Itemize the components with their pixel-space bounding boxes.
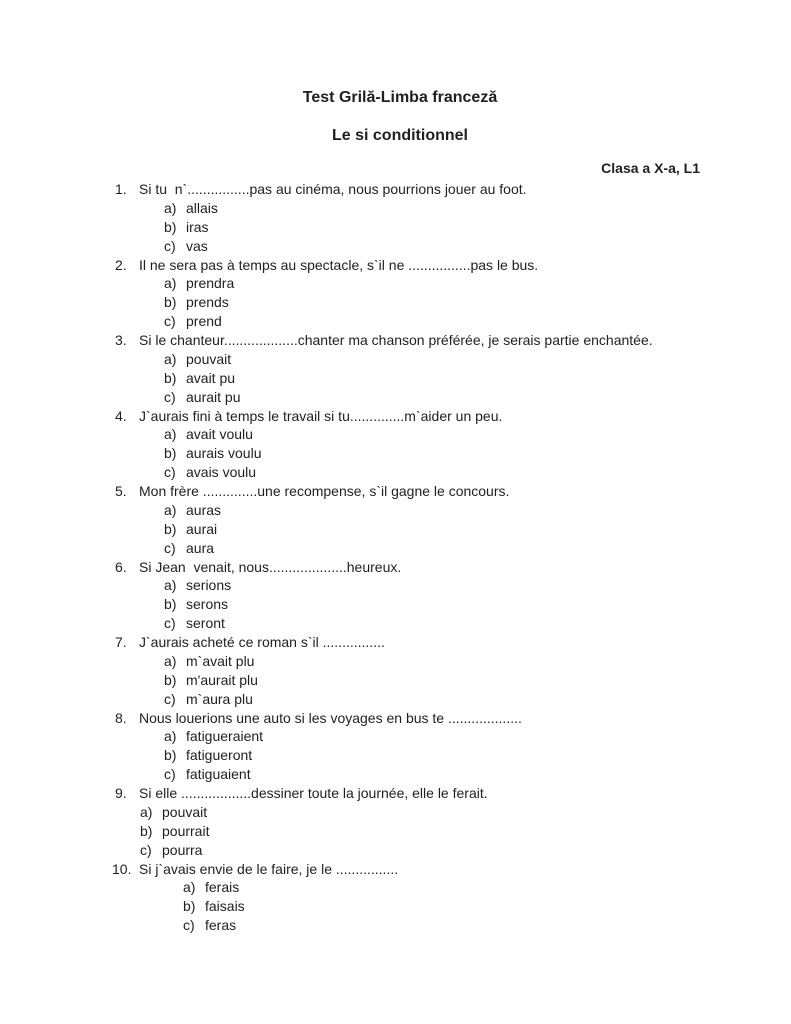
document-title: Test Grilă-Limba franceză [302, 89, 498, 106]
question-number: 1. [115, 181, 127, 197]
option-text: prendra [186, 275, 235, 292]
option-text: prend [186, 313, 222, 330]
option-label: a) [164, 199, 177, 216]
option-label: c) [164, 766, 176, 783]
question-text: Mon frère ..............une recompense, s`il gagne le concours. [139, 483, 510, 499]
question-number: 10. [112, 860, 132, 877]
option-text: iras [186, 218, 209, 235]
option-text: aurait pu [186, 388, 241, 405]
option-label: b) [164, 294, 177, 311]
option [164, 746, 700, 765]
question-text: Si j`avais envie de le faire, je le ................ [139, 860, 399, 877]
option-label: c) [164, 237, 176, 254]
option-text: aurais voulu [186, 445, 262, 462]
option-text: serons [186, 596, 229, 613]
question [115, 709, 700, 785]
option-text: auras [186, 501, 222, 518]
question-number: 9. [115, 785, 127, 801]
option [164, 690, 700, 709]
option-list [164, 350, 700, 407]
option-list [183, 878, 700, 935]
option-label: a) [164, 652, 177, 669]
question-text: Nous louerions une auto si les voyages en bus te ................... [139, 709, 522, 726]
option-label: b) [164, 445, 177, 462]
question-line [115, 709, 700, 728]
question-text: J`aurais fini à temps le travail si tu..............m`aider un peu. [139, 407, 503, 424]
question-number: 6. [115, 558, 127, 575]
option-text: avais voulu [186, 464, 257, 481]
option-label: c) [140, 841, 152, 858]
option-list [164, 727, 700, 784]
question-list [100, 180, 700, 935]
question [115, 784, 700, 860]
option [164, 520, 700, 539]
question-number: 8. [115, 709, 127, 726]
question-text: Si le chanteur...................chanter ma chanson préférée, je serais partie enchantée. [139, 332, 653, 348]
option-text: feras [205, 917, 237, 934]
question [115, 256, 700, 332]
option-text: ferais [205, 879, 240, 896]
question-line [115, 482, 700, 501]
option-list [164, 576, 700, 633]
option-list [164, 425, 700, 482]
option-text: aurai [186, 520, 218, 537]
option-text: vas [186, 237, 208, 254]
option-label: b) [183, 898, 196, 915]
option-label: c) [164, 615, 176, 632]
option [140, 841, 700, 860]
option-text: pouvait [162, 803, 208, 820]
option [164, 274, 700, 293]
class-label: Clasa a X-a, L1 [601, 160, 700, 176]
option-label: a) [164, 728, 177, 745]
option-label: b) [164, 520, 177, 537]
question-line [115, 784, 700, 803]
option-text: avait pu [186, 369, 236, 386]
option-text: fatigueront [186, 747, 253, 764]
option-text: aura [186, 539, 215, 556]
option-list [164, 274, 700, 331]
option-label: b) [164, 369, 177, 386]
option [140, 803, 700, 822]
option-label: a) [140, 803, 153, 820]
option [164, 652, 700, 671]
option [183, 897, 700, 916]
question-number: 7. [115, 634, 127, 650]
option-label: b) [164, 218, 177, 235]
option-text: pourra [162, 841, 203, 858]
question-number: 4. [115, 407, 127, 424]
option [164, 444, 700, 463]
option [164, 539, 700, 558]
question-line [115, 256, 700, 275]
option-text: fatigueraient [186, 728, 264, 745]
question-line [115, 331, 700, 350]
option [164, 727, 700, 746]
question [112, 860, 700, 936]
question-line [112, 860, 700, 879]
document-subtitle: Le si conditionnel [331, 127, 468, 144]
question [115, 331, 700, 407]
option [164, 501, 700, 520]
option-label: c) [164, 313, 176, 330]
option [164, 369, 700, 388]
option [164, 293, 700, 312]
question [115, 180, 700, 256]
option-text: pouvait [186, 350, 232, 367]
question [115, 482, 700, 558]
option-list [164, 652, 700, 709]
question-text: Si tu n`................pas au cinéma, nous pourrions jouer au foot. [139, 181, 527, 197]
option-label: c) [164, 464, 176, 481]
option-text: faisais [205, 898, 245, 915]
option-label: a) [164, 426, 177, 443]
option-label: a) [164, 577, 177, 594]
option-label: b) [164, 596, 177, 613]
option-text: serions [186, 577, 232, 594]
question-number: 3. [115, 332, 127, 348]
option-label: b) [164, 747, 177, 764]
question-text: Il ne sera pas à temps au spectacle, s`il ne ................pas le bus. [139, 256, 539, 273]
question-text: Si elle ..................dessiner toute la journée, elle le ferait. [139, 785, 488, 801]
option-list [164, 501, 700, 558]
option-text: allais [186, 199, 218, 216]
option-label: a) [164, 501, 177, 518]
option-text: avait voulu [186, 426, 253, 443]
question-text: Si Jean venait, nous....................heureux. [139, 558, 402, 575]
option [164, 576, 700, 595]
option-label: b) [140, 822, 153, 839]
question [115, 633, 700, 709]
question-line [115, 558, 700, 577]
option [183, 916, 700, 935]
question-text: J`aurais acheté ce roman s`il ................ [139, 634, 385, 650]
option-text: m`aura plu [186, 690, 253, 707]
option [140, 822, 700, 841]
option [164, 199, 700, 218]
option-label: c) [164, 690, 176, 707]
option [164, 671, 700, 690]
option [164, 614, 700, 633]
option [164, 237, 700, 256]
option-label: a) [183, 879, 196, 896]
option-text: pourrait [162, 822, 210, 839]
option-label: c) [164, 388, 176, 405]
option [164, 765, 700, 784]
option [164, 350, 700, 369]
option-text: prends [186, 294, 229, 311]
option-text: m'aurait plu [186, 671, 258, 688]
option-label: a) [164, 275, 177, 292]
option-text: m`avait plu [186, 652, 255, 669]
option [164, 312, 700, 331]
question-number: 5. [115, 483, 127, 499]
question-number: 2. [115, 256, 127, 273]
question [115, 407, 700, 483]
option-list [164, 199, 700, 256]
question-line [115, 633, 700, 652]
option [164, 463, 700, 482]
option [183, 878, 700, 897]
option-text: seront [186, 615, 225, 632]
question-line [115, 407, 700, 426]
option [164, 388, 700, 407]
option-text: fatiguaient [186, 766, 251, 783]
option-label: c) [183, 917, 195, 934]
option [164, 595, 700, 614]
option-list [140, 803, 700, 860]
option-label: a) [164, 350, 177, 367]
question [115, 558, 700, 634]
option-label: b) [164, 671, 177, 688]
question-line [115, 180, 700, 199]
option [164, 218, 700, 237]
option [164, 425, 700, 444]
option-label: c) [164, 539, 176, 556]
